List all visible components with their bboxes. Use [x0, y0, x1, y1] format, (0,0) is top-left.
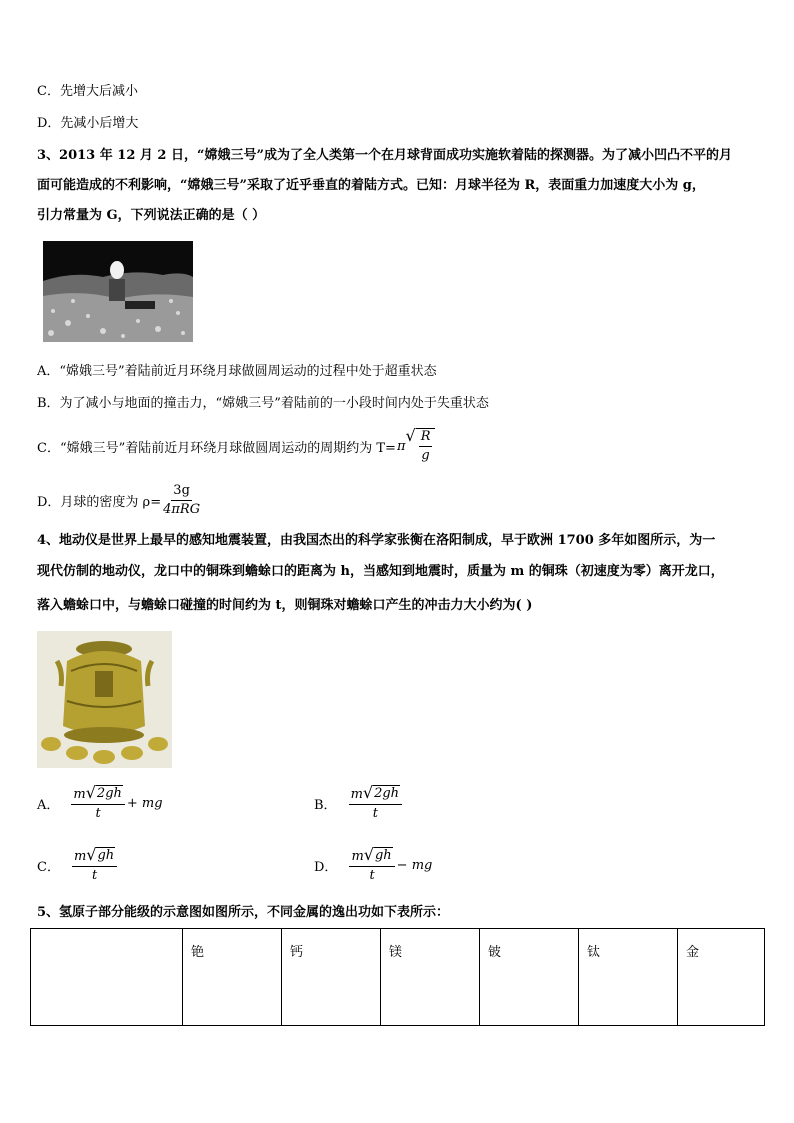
lunar-lander-photo [43, 241, 193, 342]
table-cell [31, 929, 183, 1026]
question-3-line-2: 面可能造成的不利影响，“嫦娥三号”采取了近乎垂直的着陆方式。已知：月球半径为 R，表面重力加速度大小为 g， [37, 178, 705, 193]
option-c-prev: C．先增大后减小 [37, 84, 138, 99]
question-3-option-a: A．“嫦娥三号”着陆前近月环绕月球做圆周运动的过程中处于超重状态 [37, 364, 437, 379]
table-cell: 铍 [480, 929, 579, 1026]
table-row [31, 929, 765, 1026]
sqrt-expression: √ $\frac{R}{g}$ [405, 428, 435, 464]
question-4-line-2: 现代仿制的地动仪，龙口中的铜珠到蟾蜍口的距离为 h，当感知到地震时，质量为 m 的铜珠（初速度为零）离开龙口， [37, 564, 724, 579]
question-4-option-a: A． m √ 2gh t + mg [37, 783, 163, 821]
question-4-line-1: 4、地动仪是世界上最早的感知地震装置，由我国杰出的科学家张衡在洛阳制成，早于欧洲 1700 多年如图所示，为一 [37, 533, 716, 548]
question-5-line-1: 5、氢原子部分能级的示意图如图所示，不同金属的逸出功如下表所示： [37, 905, 450, 920]
table-cell: 钛 [579, 929, 678, 1026]
seismograph-photo [37, 631, 172, 768]
option-d-prev: D．先减小后增大 [37, 116, 139, 131]
table-cell: 镁 [381, 929, 480, 1026]
question-3-option-d: D．月球的密度为 ρ= $\frac{3g}{\text{4πRG}}$ [37, 483, 201, 517]
question-3-option-b: B．为了减小与地面的撞击力，“嫦娥三号”着陆前的一小段时间内处于失重状态 [37, 396, 489, 411]
table-cell: 金 [678, 929, 765, 1026]
table-cell: 钙 [282, 929, 381, 1026]
question-3-line-1: 3、2013 年 12 月 2 日，“嫦娥三号”成为了全人类第一个在月球背面成功实施软着陆的探测器。为了减小凹凸不平的月 [37, 148, 732, 163]
table-cell: 铯 [183, 929, 282, 1026]
question-4-option-b: B． m √ 2gh t [314, 785, 404, 822]
work-function-table [30, 928, 765, 1026]
question-3-option-c: C．“嫦娥三号”着陆前近月环绕月球做圆周运动的周期约为 T= π √ $\frac{R}{g}$ [37, 428, 435, 464]
question-4-option-c: C． m √ gh t [37, 847, 119, 884]
question-4-line-3: 落入蟾蜍口中，与蟾蜍口碰撞的时间约为 t，则铜珠对蟾蜍口产生的冲击力大小约为( ) [37, 598, 533, 613]
question-3-line-3: 引力常量为 G，下列说法正确的是（ ） [37, 208, 266, 223]
question-4-option-d: D． m √ gh t − mg [314, 845, 433, 883]
